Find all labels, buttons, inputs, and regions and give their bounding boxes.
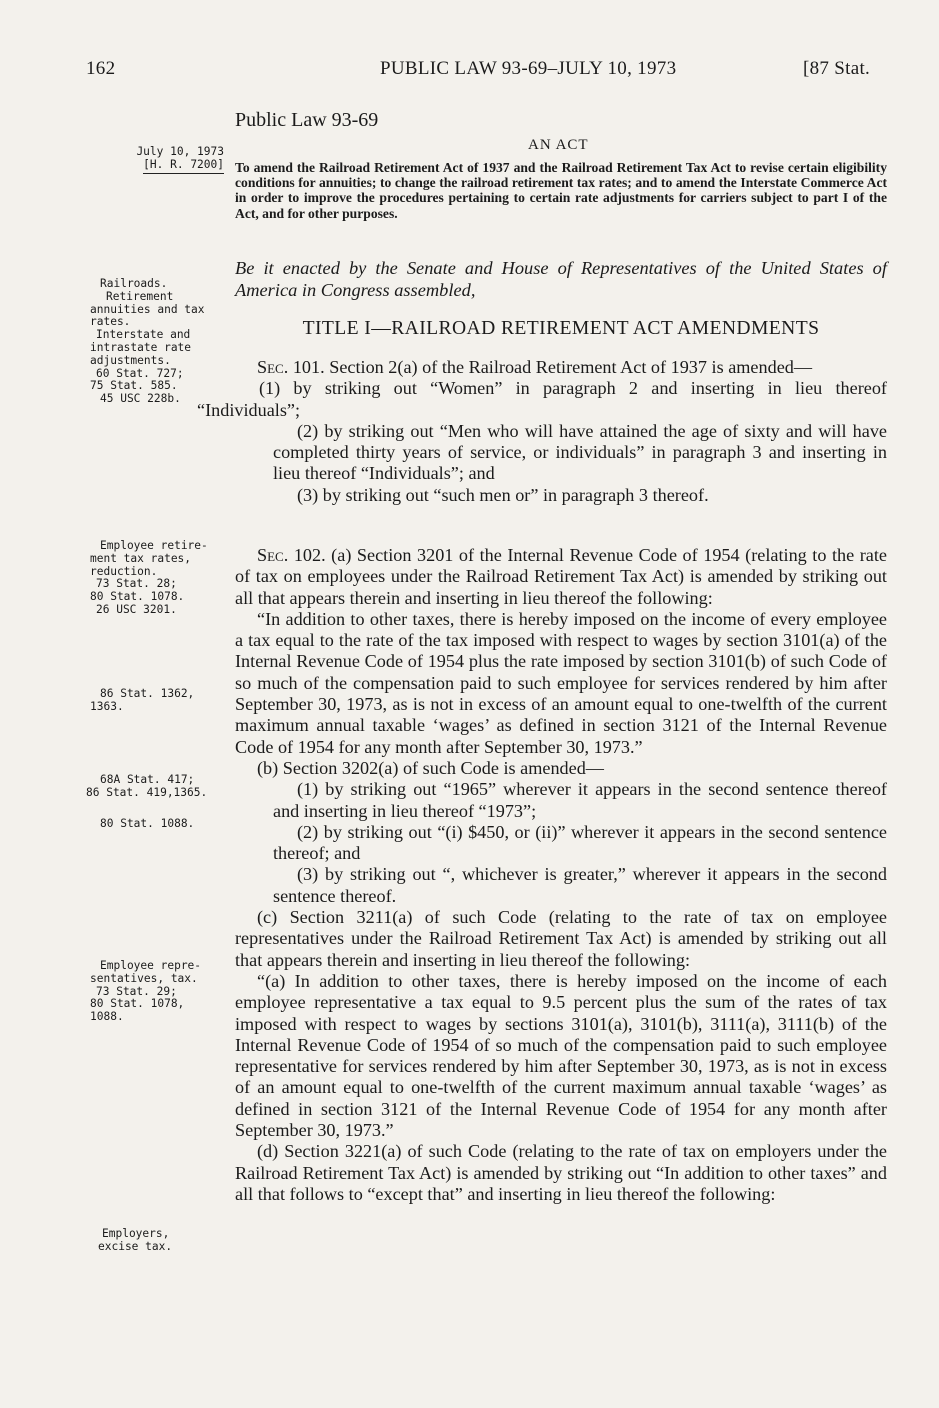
margin-line: Employee retire- bbox=[100, 539, 208, 552]
page-number: 162 bbox=[86, 58, 116, 79]
sec101-intro: Sec. 101. Section 2(a) of the Railroad Retirement Act of 1937 is amended— bbox=[257, 357, 813, 377]
sec102-b-item-1: (1) by striking out “1965” wherever it appears in the second sentence thereof and inserting in lieu thereof “1973”; bbox=[273, 779, 887, 821]
margin-line: sentatives, tax. bbox=[90, 971, 198, 985]
sec102-a-quote: “In addition to other taxes, there is hereby imposed on the income of every employee a tax equal to the rate of the tax imposed with respect to wages by section 3101(a) of the Internal Revenue Code of 1954 plus the rate imposed by section 3101(b) of such Code of so much of the compensation paid to such employee for services rendered by him after September 30, 1973, as is not in excess of an amount equal to one-twelfth of the current maximum annual taxable ‘wages’ as defined in section 3121 of the Internal Revenue Code of 1954 for any month after September 30, 1973.” bbox=[235, 608, 887, 757]
margin-line: 75 Stat. 585. bbox=[90, 379, 178, 393]
sec102-d-intro: (d) Section 3221(a) of such Code (relating to the rate of tax on employers under the Railroad Retirement Tax Act) is amended by striking out “In addition to other taxes” and all that follows to “except that” and inserting in lieu thereof the following: bbox=[235, 1141, 887, 1204]
margin-line: 26 USC 3201. bbox=[96, 602, 177, 616]
sec-label: Sec. bbox=[257, 357, 289, 377]
margin-line: Retirement bbox=[106, 289, 174, 303]
margin-note-employers bbox=[98, 1228, 228, 1254]
margin-note-stat-1088 bbox=[100, 818, 230, 831]
sec101-item-1: (1) by striking out “Women” in paragraph 2 and inserting in lieu thereof “Individuals”; bbox=[197, 378, 887, 420]
margin-line: annuities and tax bbox=[90, 302, 205, 316]
enacting-clause: Be it enacted by the Senate and House of Representatives of the United States of America in Congress assembled, bbox=[235, 258, 887, 300]
sec102-b-item-2: (2) by striking out “(i) $450, or (ii)” wherever it appears in the second sentence thereof; and bbox=[273, 821, 887, 864]
sec101-item-3: (3) by striking out “such men or” in paragraph 3 thereof. bbox=[297, 484, 709, 505]
margin-line: 60 Stat. 727; bbox=[96, 366, 184, 380]
margin-date-line: July 10, 1973 bbox=[136, 145, 224, 158]
sec-label: Sec. bbox=[257, 545, 289, 565]
stat-volume: [87 Stat. bbox=[803, 58, 871, 79]
margin-line: 73 Stat. 29; bbox=[96, 984, 177, 998]
margin-line: reduction. bbox=[90, 564, 158, 578]
sec101-item-2: (2) by striking out “Men who will have attained the age of sixty and will have completed thirty years of service, or individuals” in paragraph 3 and inserting in lieu thereof “Individuals”; and bbox=[273, 420, 887, 484]
section-102 bbox=[235, 545, 887, 1205]
margin-note-stat-1362 bbox=[90, 688, 230, 714]
margin-line: adjustments. bbox=[90, 353, 171, 367]
margin-line: 86 Stat. 1362, bbox=[100, 687, 195, 700]
sec102-c-intro: (c) Section 3211(a) of such Code (relating to the rate of tax on employee representatives under the Railroad Retirement Tax Act) is amended by striking out all that appears therein and inserting in lieu thereof the following: bbox=[235, 907, 887, 970]
sec102-b-item-3: (3) by striking out “, whichever is greater,” wherever it appears in the second sentence thereof. bbox=[273, 864, 887, 906]
margin-line: excise tax. bbox=[98, 1239, 173, 1253]
margin-line: 80 Stat. 1078, bbox=[90, 997, 185, 1011]
margin-line: 45 USC 228b. bbox=[100, 392, 181, 406]
margin-line: 1088. bbox=[90, 1010, 124, 1024]
margin-line: Interstate and bbox=[96, 328, 191, 342]
title-heading: TITLE I—RAILROAD RETIREMENT ACT AMENDMENTS bbox=[302, 318, 820, 339]
sec102-b-intro: (b) Section 3202(a) of such Code is amended— bbox=[257, 757, 604, 778]
law-title: Public Law 93-69 bbox=[235, 109, 379, 131]
section-101 bbox=[197, 357, 887, 506]
margin-note-date bbox=[98, 146, 224, 174]
margin-line: rates. bbox=[90, 315, 131, 329]
running-head: PUBLIC LAW 93-69–JULY 10, 1973 bbox=[380, 58, 677, 79]
an-act-heading: AN ACT bbox=[528, 137, 589, 153]
margin-line: 80 Stat. 1078. bbox=[90, 590, 185, 604]
margin-line: 68A Stat. 417; bbox=[100, 773, 195, 786]
margin-line: 73 Stat. 28; bbox=[96, 577, 177, 591]
margin-note-representatives bbox=[90, 960, 230, 1024]
margin-line: intrastate rate bbox=[90, 340, 192, 354]
margin-line: 80 Stat. 1088. bbox=[100, 817, 195, 830]
margin-bill-number: [H. R. 7200] bbox=[143, 159, 224, 174]
margin-note-stat-68a bbox=[86, 774, 232, 800]
sec102-a-intro: Sec. 102. (a) Section 3201 of the Internal Revenue Code of 1954 (relating to the rate of tax on employees under the Railroad Retirement Tax Act) is amended by striking out all that appears therein and inserting in lieu thereof the following: bbox=[235, 545, 887, 608]
sec102-c-quote: “(a) In addition to other taxes, there is hereby imposed on the income of each employee representative a tax equal to 9.5 percent plus the sum of the rates of tax imposed with respect to wages by sections 3101(a), 3101(b), 3111(a), 3111(b) of the Internal Revenue Code of 1954 of so much of the compensation paid to such employee representative for services rendered by him after September 30, 1973, as is not in excess of an amount equal to one-twelfth of the current maximum annual taxable ‘wages’ as defined in section 3121 of the Internal Revenue Code of 1954 for any month after September 30, 1973.” bbox=[235, 970, 887, 1141]
margin-line: Employers, bbox=[102, 1227, 170, 1240]
margin-line: Employee repre- bbox=[100, 959, 202, 972]
margin-note-employee-tax bbox=[90, 540, 230, 617]
margin-line: ment tax rates, bbox=[90, 551, 192, 565]
margin-line: 1363. bbox=[90, 699, 124, 713]
act-summary: To amend the Railroad Retirement Act of 1937 and the Railroad Retirement Tax Act to revise certain eligibility conditions for annuities; to change the railroad retirement tax rates; and to amend the Interstate Commerce Act in order to improve the procedures pertaining to certain rate adjustments for carriers subject to part I of the Act, and for other purposes. bbox=[235, 160, 887, 221]
margin-line: Railroads. bbox=[100, 277, 168, 290]
margin-line: 86 Stat. 419,1365. bbox=[86, 785, 208, 799]
